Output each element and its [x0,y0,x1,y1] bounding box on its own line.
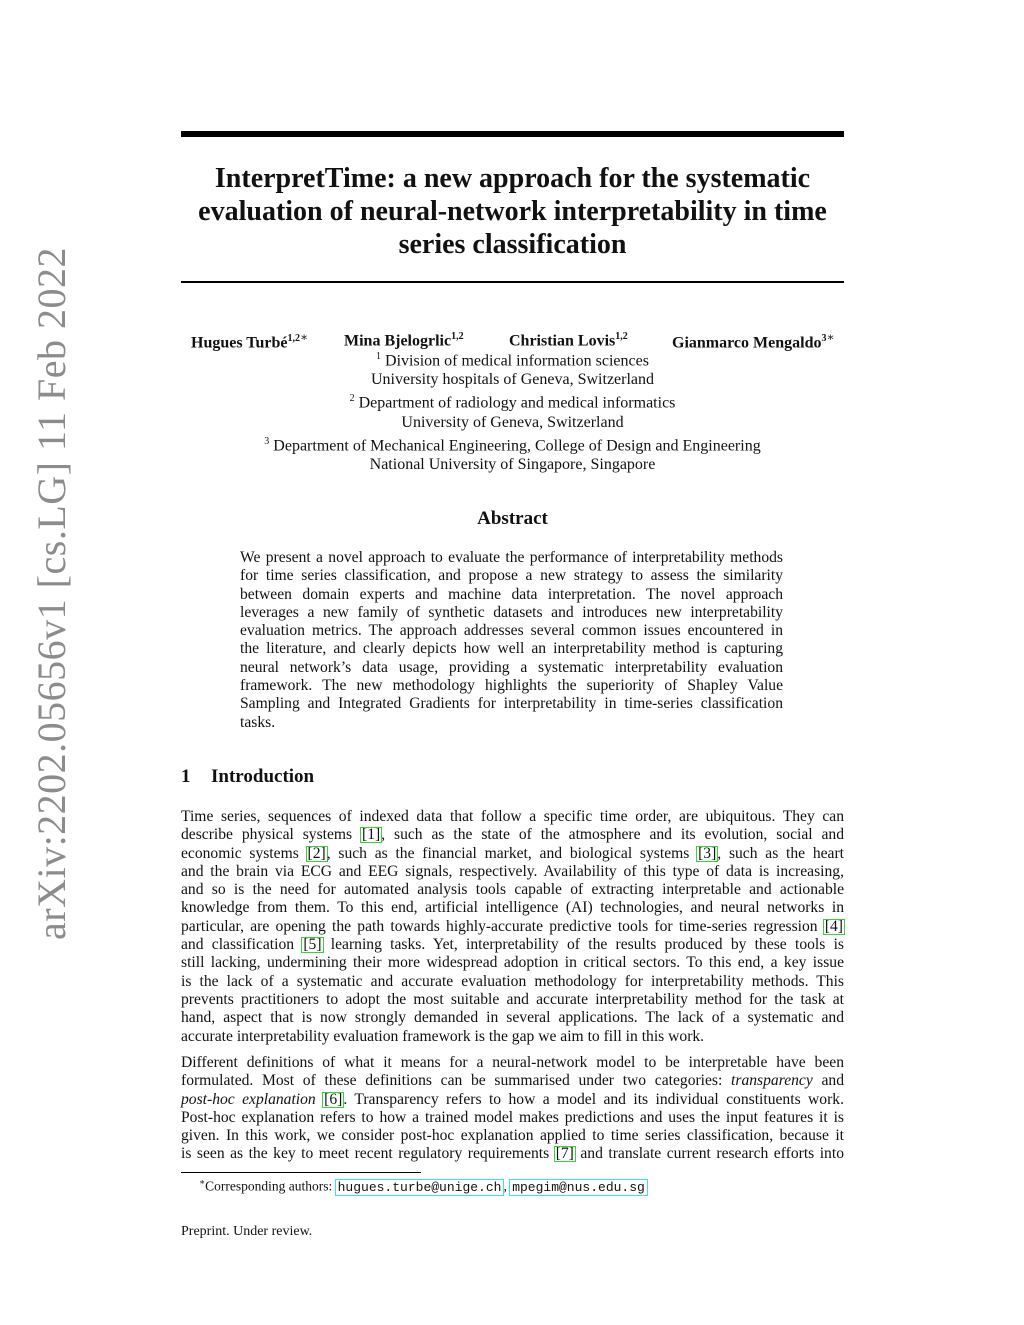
text-line: Post-hoc explanation refers to how a trained model makes predictions and uses the input features it is [181,1108,844,1126]
affiliation-line [181,370,844,389]
abstract-line: evaluation metrics. The approach addresses several common issues encountered in [240,622,783,640]
affiliation-line [181,347,844,370]
author-affil-sup: 1,2 [451,331,464,342]
corresponding-mark: ∗ [299,330,309,344]
abstract-line: the literature, and clearly depicts how well an interpretability method is capturing [240,640,783,658]
abstract-line: tasks. [240,713,276,731]
author-affil-sup: 1,2 [287,333,300,344]
text-line: hand, aspect that is now strongly demanded in several applications. The lack of a systematic and [181,1009,844,1027]
footnote-separator: , [503,1178,511,1194]
citation-link[interactable]: [4] [824,917,843,935]
title-line-1: InterpretTime: a new approach for the systematic [214,163,811,194]
text-line: and so is the need for automated analysis tools capable of extracting interpretable and actionable [181,881,844,899]
intro-paragraph-2 [181,1054,844,1164]
text-line: knowledge from them. To this end, artificial intelligence (AI) technologies, and neural networks in [181,899,844,917]
abstract-line: framework. The new methodology highlights the superiority of Shapley Value [240,677,783,695]
section-heading-introduction [181,766,314,788]
abstract-line: neural network’s data usage, providing a systematic interpretability evaluation [240,658,783,676]
author-name: Mina Bjelogrlic [344,332,452,350]
citation-link[interactable]: [1] [362,826,381,844]
section-number: 1 [181,766,191,787]
text-line: still lacking, undermining their more widespread adoption in critical sectors. To this end, a key issue [181,954,844,972]
text-line: accurate interpretability evaluation framework is the gap we aim to fill in this work. [181,1027,705,1045]
affiliation-sup: 1 [376,351,382,362]
abstract-heading: Abstract [477,508,548,529]
abstract-line: We present a novel approach to evaluate the performance of interpretability methods [240,549,783,566]
text-line: prevents practitioners to adopt the most suitable and accurate interpretability method for the task at [181,990,844,1008]
citation-link[interactable]: [7] [555,1145,574,1163]
citation-link[interactable]: [2] [307,844,326,862]
author-name: Gianmarco Mengaldo [672,334,822,352]
text-line: Different definitions of what it means for a neural-network model to be interpretable have been [181,1054,844,1071]
title-bottom-rule [181,281,844,283]
abstract-line: Sampling and Integrated Gradients for interpretability in time-series classification [240,695,783,713]
citation-link[interactable]: [3] [698,844,717,862]
text-line: post-hoc explanation [6]. Transparency refers to how a model and its individual constituents work. [181,1090,844,1108]
title-line-2: evaluation of neural-network interpretability in time [198,196,827,227]
email-link-turbe[interactable]: hugues.turbe@unige.ch [337,1179,502,1195]
affiliation-sup: 3 [264,435,270,447]
text-line: given. In this work, we consider post-hoc explanation applied to time series classification, because it [181,1127,844,1145]
author-affil-sup: 1,2 [615,331,628,342]
title-line-3: series classification [398,229,627,260]
affiliation-text: University hospitals of Geneva, Switzerland [370,371,655,389]
footnote-mark: ∗ [199,1177,206,1187]
citation-link[interactable]: [6] [324,1090,343,1108]
text-line: and classification [5] learning tasks. Yet, interpretability of the results produced by these tools is [181,936,844,954]
citation-link[interactable]: [5] [303,936,322,954]
text-line: is the lack of a systematic and accurate evaluation methodology for interpretability methods. This [181,972,844,990]
text-line: economic systems [2], such as the financial market, and biological systems [3], such as the heart [181,844,845,862]
affiliation-text: University of Geneva, Switzerland [401,413,624,431]
affiliation-text: National University of Singapore, Singapore [369,455,656,473]
text-line: is seen as the key to meet recent regulatory requirements [7] and translate current research efforts into [181,1145,844,1163]
footnote-corresponding-authors [199,1177,647,1195]
affiliation-line [181,413,844,432]
paper-title [181,162,844,261]
footnote-rule [181,1172,421,1173]
footnote-label: Corresponding authors: [205,1178,336,1194]
abstract-line: between domain experts and machine data interpretation. The novel approach [240,585,783,603]
affiliation-text: Department of radiology and medical informatics [358,394,676,412]
author-name: Christian Lovis [509,332,616,350]
affiliation-text: Department of Mechanical Engineering, College of Design and Engineering [273,436,761,454]
affiliation-line [181,432,844,455]
intro-paragraph-1 [181,808,844,1046]
abstract-line: leverages a new family of synthetic datasets and introduces new interpretability [240,603,783,621]
title-top-rule [181,131,844,137]
preprint-notice: Preprint. Under review. [181,1224,313,1239]
author-name: Hugues Turbé [191,334,288,352]
email-link-mengaldo[interactable]: mpegim@nus.edu.sg [512,1179,645,1195]
section-title: Introduction [211,766,315,787]
affiliation-line [181,455,844,474]
abstract-body [240,549,783,732]
affiliation-sup: 2 [349,393,355,405]
author-affil-sup: 3 [821,333,827,344]
affiliation-line [181,389,844,412]
affiliations [181,347,844,474]
text-line: and the brain via ECG and EEG signals, respectively. Availability of this type of data is increasing, [181,862,844,880]
text-line: formulated. Most of these definitions can be summarised under two categories: transparency and [181,1072,844,1090]
text-line: particular, are opening the path towards highly-accurate predictive tools for time-series regression [4] [181,917,843,935]
arxiv-identifier-stamp: arXiv:2202.05656v1 [cs.LG] 11 Feb 2022 [29,247,74,940]
text-line: describe physical systems [1], such as the state of the atmosphere and its evolution, social and [181,826,844,844]
corresponding-mark: ∗ [826,330,835,344]
abstract-line: for time series classification, and propose a new strategy to assess the similarity [240,567,783,585]
affiliation-text: Division of medical information sciences [385,352,649,370]
text-line: Time series, sequences of indexed data that follow a specific time order, are ubiquitous. They can [181,808,844,825]
